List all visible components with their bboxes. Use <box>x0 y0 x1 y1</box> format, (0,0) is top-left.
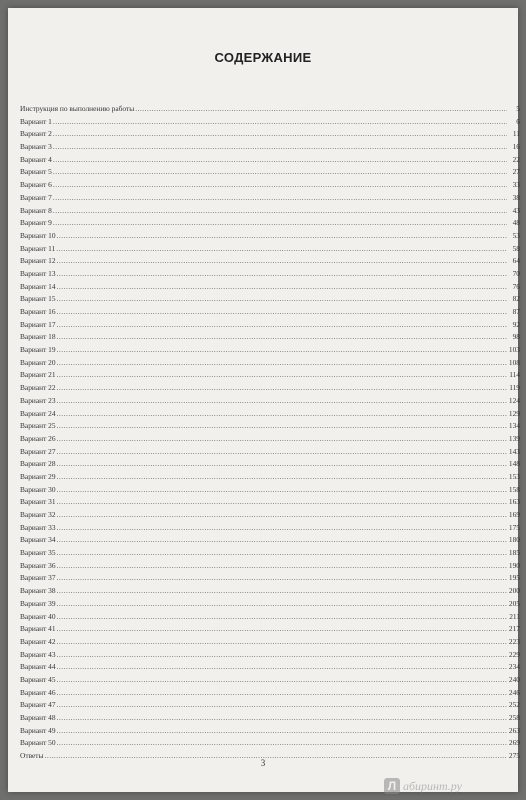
toc-entry <box>20 585 520 598</box>
toc-leader-dots <box>57 433 507 446</box>
toc-entry-label: Инструкция по выполнению работы <box>20 104 135 113</box>
toc-entry-page: 98 <box>512 332 520 342</box>
toc-entry <box>20 331 520 344</box>
book-page <box>8 8 518 792</box>
toc-entry-page: 258 <box>508 713 520 722</box>
toc-leader-dots <box>57 382 507 395</box>
toc-entry <box>20 103 520 116</box>
toc-entry <box>20 661 520 674</box>
toc-leader-dots <box>57 509 507 522</box>
toc-leader-dots <box>57 674 507 687</box>
toc-entry-label: Вариант 22 <box>20 383 56 393</box>
toc-entry-page: 153 <box>508 471 520 481</box>
toc-entry-label: Вариант 9 <box>20 218 52 228</box>
toc-leader-dots <box>57 649 507 662</box>
toc-entry-page: 163 <box>508 497 520 507</box>
toc-entry-label: Вариант 3 <box>20 142 52 152</box>
toc-entry-page: 246 <box>508 687 520 697</box>
toc-entry-page: 33 <box>512 180 520 190</box>
toc-entry <box>20 230 520 243</box>
toc-entry-page: 200 <box>508 586 520 596</box>
toc-entry <box>20 319 520 332</box>
toc-leader-dots <box>57 408 507 421</box>
toc-entry-page: 205 <box>508 598 520 608</box>
toc-entry-label: Вариант 7 <box>20 192 52 202</box>
toc-entry <box>20 687 520 700</box>
toc-entry <box>20 293 520 306</box>
toc-entry-page: 129 <box>508 408 520 418</box>
toc-entry-label: Вариант 16 <box>20 307 56 316</box>
toc-entry <box>20 611 520 624</box>
toc-leader-dots <box>53 179 507 192</box>
toc-entry <box>20 446 520 459</box>
toc-entry <box>20 217 520 230</box>
toc-entry-label: Вариант 19 <box>20 345 56 355</box>
toc-entry <box>20 154 520 167</box>
toc-entry-label: Вариант 13 <box>20 268 56 278</box>
toc-entry <box>20 636 520 649</box>
toc-leader-dots <box>57 712 507 725</box>
toc-leader-dots <box>57 344 507 357</box>
toc-entry <box>20 243 520 256</box>
toc-entry-label: Вариант 48 <box>20 713 56 722</box>
toc-entry <box>20 484 520 497</box>
toc-leader-dots <box>53 205 507 218</box>
toc-entry-page: 22 <box>512 154 520 164</box>
toc-entry-label: Вариант 27 <box>20 446 56 456</box>
toc-leader-dots <box>57 458 507 471</box>
toc-entry-page: 11 <box>512 129 520 139</box>
toc-entry-label: Вариант 43 <box>20 649 56 659</box>
toc-entry-page: 234 <box>508 662 520 672</box>
toc-entry-label: Вариант 1 <box>20 116 52 126</box>
toc-entry <box>20 408 520 421</box>
toc-leader-dots <box>53 141 507 154</box>
toc-entry-page: 158 <box>508 484 520 494</box>
toc-entry <box>20 382 520 395</box>
toc-entry-label: Вариант 36 <box>20 560 56 570</box>
table-of-contents <box>20 103 520 763</box>
toc-entry-label: Вариант 23 <box>20 395 56 405</box>
toc-leader-dots <box>57 420 507 433</box>
toc-entry-label: Вариант 34 <box>20 535 56 545</box>
toc-entry-page: 103 <box>508 345 520 355</box>
toc-entry-page: 64 <box>512 256 520 266</box>
toc-entry-label: Вариант 24 <box>20 408 56 418</box>
toc-entry <box>20 268 520 281</box>
toc-entry-page: 148 <box>508 459 520 469</box>
toc-entry-page: 139 <box>508 433 520 443</box>
toc-leader-dots <box>57 395 507 408</box>
toc-leader-dots <box>57 268 507 281</box>
toc-leader-dots <box>57 725 507 738</box>
toc-entry <box>20 496 520 509</box>
toc-entry-label: Вариант 10 <box>20 230 56 240</box>
toc-entry-label: Вариант 2 <box>20 129 52 139</box>
toc-entry-label: Вариант 11 <box>20 243 56 253</box>
toc-entry-page: 6 <box>516 116 520 126</box>
toc-entry-page: 134 <box>508 421 520 431</box>
toc-entry-label: Вариант 46 <box>20 687 56 697</box>
toc-entry <box>20 547 520 560</box>
toc-entry <box>20 674 520 687</box>
toc-entry-label: Вариант 37 <box>20 573 56 583</box>
toc-entry <box>20 281 520 294</box>
toc-entry-page: 82 <box>512 294 520 304</box>
watermark-text: абиринт.ру <box>403 778 462 793</box>
toc-entry-label: Вариант 28 <box>20 459 56 469</box>
toc-entry <box>20 179 520 192</box>
toc-leader-dots <box>53 128 507 141</box>
toc-leader-dots <box>57 306 507 319</box>
toc-entry <box>20 255 520 268</box>
toc-entry-page: 275 <box>508 751 520 761</box>
toc-entry-label: Вариант 40 <box>20 611 56 621</box>
toc-leader-dots <box>57 357 507 370</box>
toc-entry-label: Вариант 4 <box>20 154 52 164</box>
toc-entry-label: Вариант 31 <box>20 497 56 507</box>
toc-entry-page: 27 <box>512 167 520 177</box>
toc-entry-page: 143 <box>508 446 520 456</box>
toc-entry <box>20 509 520 522</box>
toc-entry-label: Вариант 21 <box>20 370 56 380</box>
toc-entry-page: 263 <box>508 725 520 735</box>
toc-entry-page: 87 <box>512 307 520 316</box>
toc-entry-page: 70 <box>512 268 520 278</box>
toc-entry-page: 38 <box>512 192 520 202</box>
toc-entry <box>20 598 520 611</box>
toc-entry <box>20 534 520 547</box>
toc-entry <box>20 116 520 129</box>
toc-entry-label: Вариант 18 <box>20 332 56 342</box>
toc-entry <box>20 420 520 433</box>
toc-entry <box>20 141 520 154</box>
toc-leader-dots <box>57 585 507 598</box>
toc-leader-dots <box>57 661 507 674</box>
toc-entry-page: 211 <box>509 611 520 621</box>
toc-entry-label: Вариант 14 <box>20 281 56 291</box>
toc-leader-dots <box>57 699 507 712</box>
toc-entry-page: 92 <box>512 319 520 329</box>
toc-leader-dots <box>57 611 507 624</box>
toc-entry-page: 240 <box>508 674 520 684</box>
toc-entry-label: Вариант 39 <box>20 598 56 608</box>
page-number: 3 <box>260 758 266 768</box>
toc-entry-page: 76 <box>512 281 520 291</box>
toc-entry <box>20 205 520 218</box>
toc-entry-page: 48 <box>512 218 520 228</box>
toc-leader-dots <box>57 446 507 459</box>
toc-entry-label: Вариант 42 <box>20 636 56 646</box>
toc-entry <box>20 306 520 319</box>
toc-entry <box>20 433 520 446</box>
toc-entry-label: Вариант 17 <box>20 319 56 329</box>
toc-entry-label: Вариант 15 <box>20 294 56 304</box>
toc-entry-label: Ответы <box>20 751 44 761</box>
toc-leader-dots <box>53 116 507 129</box>
toc-entry <box>20 699 520 712</box>
toc-leader-dots <box>53 217 507 230</box>
toc-leader-dots <box>135 103 507 116</box>
toc-leader-dots <box>53 166 507 179</box>
toc-entry-label: Вариант 35 <box>20 548 56 558</box>
toc-entry-label: Вариант 30 <box>20 484 56 494</box>
toc-entry-page: 43 <box>512 205 520 215</box>
toc-entry-page: 124 <box>508 395 520 405</box>
toc-entry-page: 252 <box>508 700 520 710</box>
toc-entry-page: 269 <box>508 738 520 748</box>
watermark <box>384 776 504 796</box>
toc-entry-page: 5 <box>516 104 520 113</box>
toc-entry <box>20 471 520 484</box>
toc-leader-dots <box>57 560 507 573</box>
toc-entry-label: Вариант 12 <box>20 256 56 266</box>
toc-entry-page: 180 <box>508 535 520 545</box>
watermark-logo-icon: Л <box>384 778 400 794</box>
toc-entry-page: 108 <box>508 357 520 367</box>
toc-entry-page: 175 <box>508 522 520 532</box>
toc-leader-dots <box>57 737 507 750</box>
toc-entry <box>20 395 520 408</box>
toc-entry-page: 185 <box>508 548 520 558</box>
toc-leader-dots <box>53 154 507 167</box>
toc-leader-dots <box>57 293 507 306</box>
toc-leader-dots <box>57 623 507 636</box>
toc-entry-page: 58 <box>512 243 520 253</box>
toc-entry-page: 53 <box>512 230 520 240</box>
toc-entry-page: 114 <box>509 370 520 380</box>
toc-leader-dots <box>56 243 507 256</box>
toc-leader-dots <box>57 369 507 382</box>
toc-leader-dots <box>57 572 507 585</box>
toc-leader-dots <box>57 687 507 700</box>
toc-leader-dots <box>57 484 507 497</box>
toc-entry <box>20 737 520 750</box>
toc-entry <box>20 357 520 370</box>
toc-entry-label: Вариант 32 <box>20 510 56 519</box>
toc-entry-page: 190 <box>508 560 520 570</box>
toc-leader-dots <box>57 534 507 547</box>
toc-entry <box>20 369 520 382</box>
toc-leader-dots <box>57 636 507 649</box>
toc-entry-label: Вариант 20 <box>20 357 56 367</box>
toc-entry-label: Вариант 26 <box>20 433 56 443</box>
toc-leader-dots <box>57 230 507 243</box>
toc-entry <box>20 128 520 141</box>
toc-entry-label: Вариант 25 <box>20 421 56 431</box>
toc-entry-page: 195 <box>508 573 520 583</box>
toc-entry <box>20 344 520 357</box>
toc-entry-label: Вариант 41 <box>20 624 56 634</box>
toc-entry-label: Вариант 44 <box>20 662 56 672</box>
toc-leader-dots <box>57 547 507 560</box>
toc-entry <box>20 166 520 179</box>
toc-entry-label: Вариант 5 <box>20 167 52 177</box>
toc-entry-label: Вариант 45 <box>20 674 56 684</box>
toc-entry <box>20 572 520 585</box>
toc-leader-dots <box>57 281 507 294</box>
toc-entry-page: 223 <box>508 636 520 646</box>
toc-entry-page: 229 <box>508 649 520 659</box>
toc-leader-dots <box>57 331 507 344</box>
toc-entry-label: Вариант 49 <box>20 725 56 735</box>
toc-entry <box>20 649 520 662</box>
toc-entry <box>20 712 520 725</box>
toc-entry-label: Вариант 38 <box>20 586 56 596</box>
toc-leader-dots <box>53 192 507 205</box>
toc-entry <box>20 623 520 636</box>
toc-entry-page: 119 <box>509 383 520 393</box>
toc-entry <box>20 522 520 535</box>
toc-entry-label: Вариант 50 <box>20 738 56 748</box>
toc-leader-dots <box>57 522 507 535</box>
toc-entry <box>20 192 520 205</box>
toc-leader-dots <box>57 496 507 509</box>
toc-entry-label: Вариант 29 <box>20 471 56 481</box>
toc-entry-label: Вариант 47 <box>20 700 56 710</box>
toc-entry <box>20 458 520 471</box>
toc-leader-dots <box>57 255 507 268</box>
toc-leader-dots <box>57 319 507 332</box>
toc-entry-label: Вариант 6 <box>20 180 52 190</box>
toc-entry-page: 169 <box>508 510 520 519</box>
toc-entry-label: Вариант 33 <box>20 522 56 532</box>
toc-entry-label: Вариант 8 <box>20 205 52 215</box>
toc-entry <box>20 560 520 573</box>
toc-leader-dots <box>57 471 507 484</box>
toc-leader-dots <box>57 598 507 611</box>
toc-entry-page: 16 <box>512 142 520 152</box>
page-title: СОДЕРЖАНИЕ <box>214 50 312 65</box>
toc-entry <box>20 725 520 738</box>
toc-entry-page: 217 <box>508 624 520 634</box>
